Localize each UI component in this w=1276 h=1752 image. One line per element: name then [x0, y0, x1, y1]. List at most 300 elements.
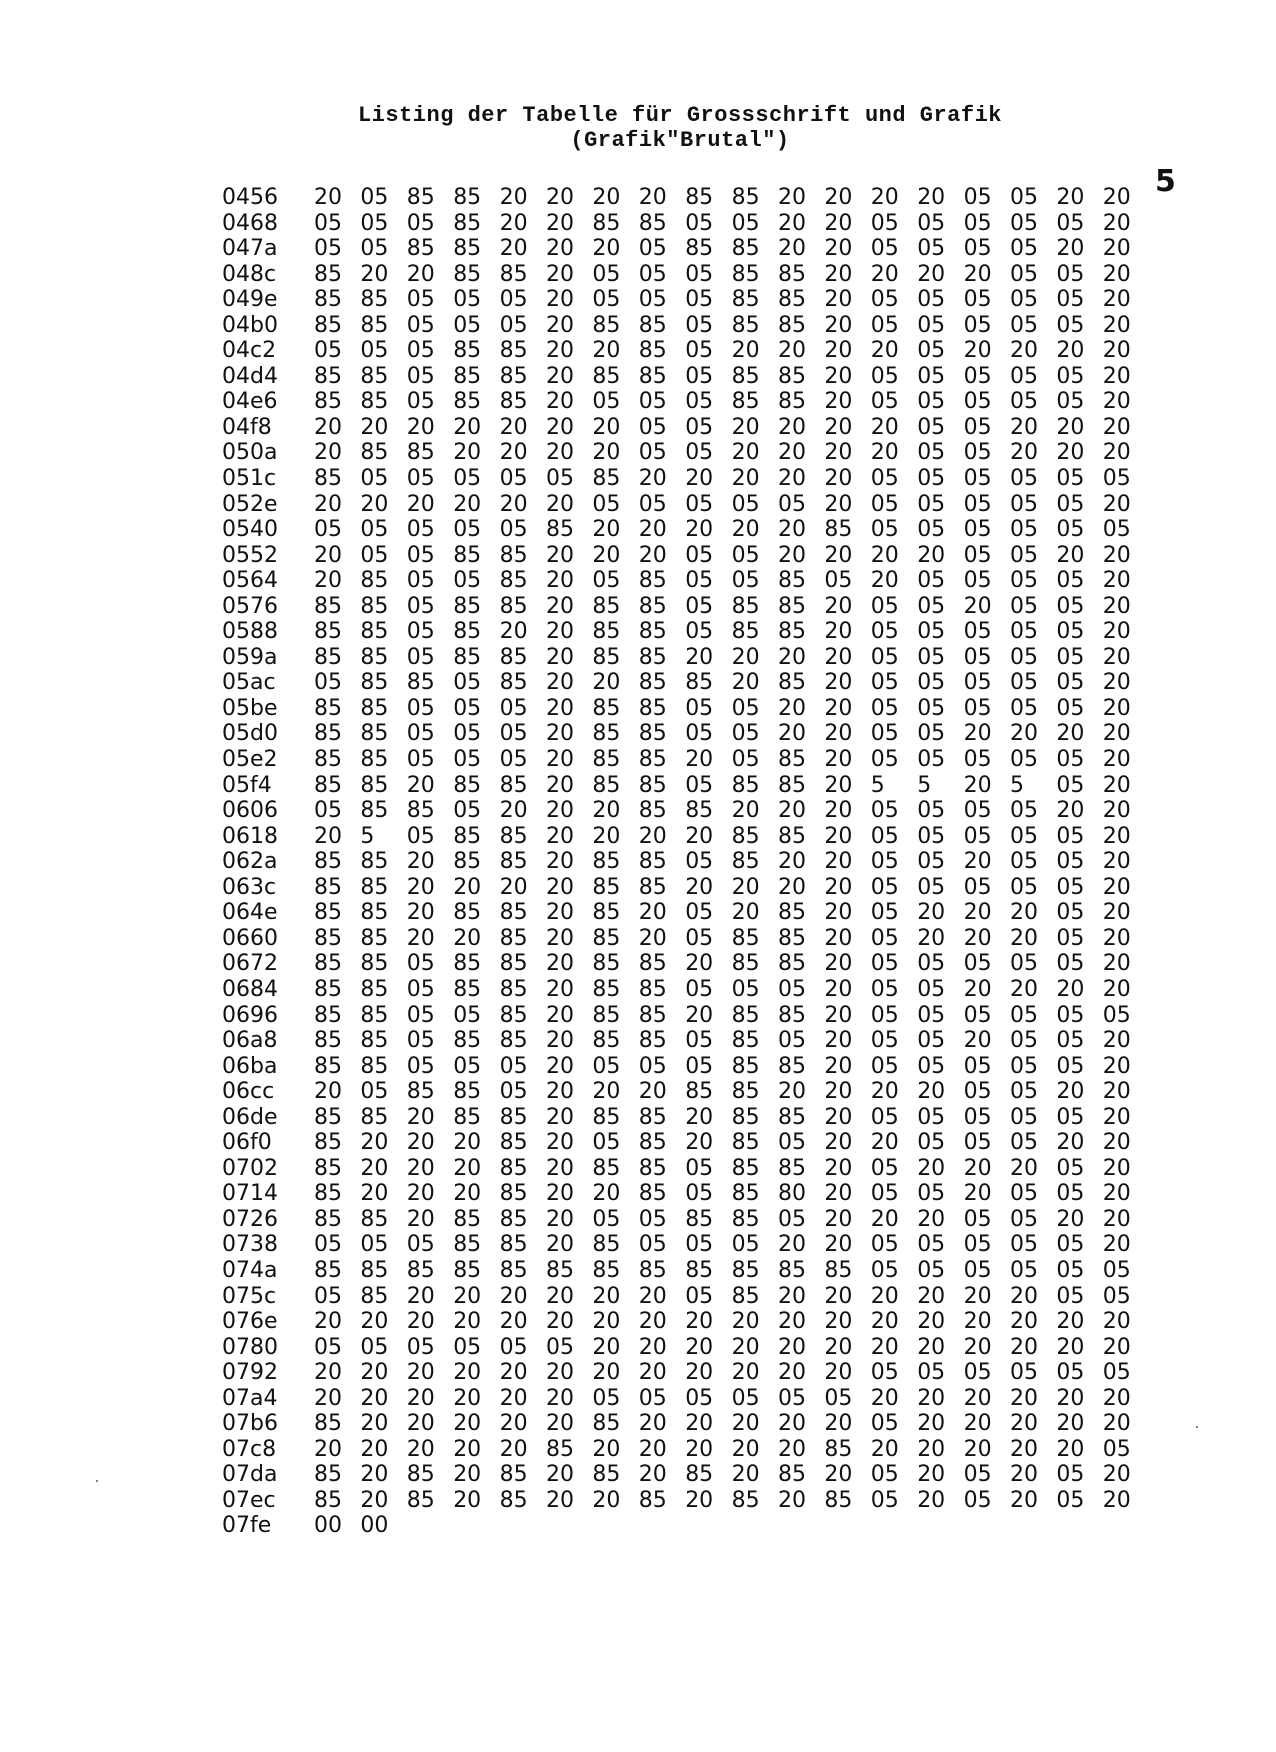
hex-value: 05 [870, 1487, 899, 1513]
hex-value: 20 [685, 1130, 714, 1156]
row-address: 04e6 [222, 389, 278, 415]
hex-value: 20 [499, 1411, 528, 1437]
hex-value: 20 [1010, 925, 1038, 951]
hex-value: 05 [731, 542, 760, 568]
hex-value: 20 [592, 542, 621, 568]
hex-value: 20 [546, 951, 574, 977]
hex-value: 85 [638, 1181, 667, 1207]
hex-value: 05 [917, 823, 946, 849]
hex-value: 05 [1056, 312, 1085, 338]
hex-value: 05 [963, 1462, 992, 1488]
hex-value: 20 [592, 517, 621, 543]
hex-value: 20 [778, 210, 806, 236]
hex-value: 20 [592, 236, 621, 262]
hex-value: 20 [1102, 312, 1131, 338]
hex-value: 85 [778, 900, 806, 926]
hex-value: 20 [499, 236, 528, 262]
hex-value: 20 [406, 874, 435, 900]
hex-value: 20 [1010, 1309, 1038, 1335]
hex-value: 85 [778, 1104, 806, 1130]
hex-value: 20 [1102, 210, 1131, 236]
hex-value: 20 [824, 798, 853, 824]
hex-value: 20 [824, 1028, 853, 1054]
hex-value: 20 [546, 1487, 574, 1513]
hex-value: 85 [360, 312, 389, 338]
hex-value: 85 [499, 389, 528, 415]
hex-value: 85 [592, 1232, 621, 1258]
hex-value: 05 [406, 823, 435, 849]
hex-value: 05 [1010, 1257, 1038, 1283]
hex-value: 05 [963, 414, 992, 440]
hex-value: 85 [499, 1002, 528, 1028]
hex-value: 85 [778, 389, 806, 415]
hex-value: 20 [778, 874, 806, 900]
hex-value: 20 [453, 1487, 482, 1513]
hex-value: 20 [685, 1334, 714, 1360]
hex-value: 05 [406, 287, 435, 313]
hex-value: 85 [314, 466, 342, 492]
hex-value: 20 [314, 1309, 342, 1335]
hex-value: 20 [453, 1436, 482, 1462]
hex-value: 85 [453, 849, 482, 875]
hex-value: 05 [963, 798, 992, 824]
hex-value: 85 [778, 1257, 806, 1283]
hex-value: 85 [546, 1436, 574, 1462]
hex-value: 05 [685, 1283, 714, 1309]
hex-value: 20 [1010, 440, 1038, 466]
hex-value: 05 [870, 695, 899, 721]
hex-value: 20 [1102, 1079, 1131, 1105]
hex-value: 05 [1010, 1232, 1038, 1258]
hex-value: 20 [1102, 721, 1131, 747]
hex-value: 20 [546, 261, 574, 287]
hex-value: 20 [546, 210, 574, 236]
listing-row [222, 440, 1242, 466]
hex-value: 05 [1010, 261, 1038, 287]
listing-row [222, 1156, 1242, 1182]
hex-value: 20 [824, 772, 853, 798]
hex-value: 05 [963, 542, 992, 568]
hex-value: 05 [453, 517, 482, 543]
hex-value: 85 [360, 849, 389, 875]
hex-value: 20 [546, 236, 574, 262]
hex-value: 20 [824, 1360, 853, 1386]
hex-value: 05 [1056, 1462, 1085, 1488]
hex-value: 05 [870, 593, 899, 619]
hex-value: 85 [685, 236, 714, 262]
hex-value: 20 [1102, 747, 1131, 773]
hex-value: 20 [824, 1053, 853, 1079]
hex-value: 05 [546, 1334, 574, 1360]
hex-value: 20 [546, 670, 574, 696]
row-address: 05f4 [222, 772, 272, 798]
hex-value: 85 [499, 1487, 528, 1513]
hex-value: 05 [314, 210, 342, 236]
hex-value: 05 [638, 389, 667, 415]
row-address: 0618 [222, 823, 278, 849]
hex-value: 20 [499, 491, 528, 517]
hex-value: 20 [824, 619, 853, 645]
hex-value: 85 [638, 849, 667, 875]
hex-value: 20 [963, 593, 992, 619]
hex-value: 05 [963, 287, 992, 313]
hex-value: 20 [824, 644, 853, 670]
hex-value: 05 [1010, 1360, 1038, 1386]
row-address: 062a [222, 849, 278, 875]
hex-value: 05 [685, 1028, 714, 1054]
hex-value: 20 [592, 1181, 621, 1207]
hex-value: 20 [963, 1309, 992, 1335]
hex-value: 85 [360, 568, 389, 594]
hex-value: 85 [453, 976, 482, 1002]
hex-value: 20 [870, 1079, 899, 1105]
hex-value: 05 [1010, 517, 1038, 543]
hex-value: 05 [453, 568, 482, 594]
hex-value: 05 [406, 1232, 435, 1258]
hex-value: 20 [546, 1232, 574, 1258]
hex-value: 85 [824, 1257, 853, 1283]
hex-value: 85 [592, 976, 621, 1002]
row-address: 0576 [222, 593, 278, 619]
listing-row [222, 747, 1242, 773]
hex-value: 05 [870, 210, 899, 236]
hex-value: 20 [685, 1309, 714, 1335]
hex-value: 20 [638, 466, 667, 492]
hex-value: 05 [963, 1002, 992, 1028]
hex-value: 5 [917, 772, 932, 798]
hex-value: 85 [499, 823, 528, 849]
hex-value: 20 [778, 1232, 806, 1258]
hex-value: 20 [453, 440, 482, 466]
hex-value: 20 [638, 542, 667, 568]
hex-value: 85 [453, 338, 482, 364]
hex-value: 85 [499, 670, 528, 696]
hex-value: 05 [963, 1053, 992, 1079]
hex-value: 20 [824, 976, 853, 1002]
hex-value: 20 [1102, 1334, 1131, 1360]
hex-value: 20 [592, 414, 621, 440]
hex-value: 85 [499, 1257, 528, 1283]
hex-value: 20 [406, 1309, 435, 1335]
hex-value: 20 [824, 542, 853, 568]
hex-value: 05 [1010, 236, 1038, 262]
row-address: 05be [222, 695, 278, 721]
row-address: 0780 [222, 1334, 278, 1360]
row-address: 063c [222, 874, 277, 900]
hex-value: 20 [1102, 823, 1131, 849]
row-address: 05ac [222, 670, 276, 696]
hex-value: 05 [592, 389, 621, 415]
hex-value: 05 [546, 466, 574, 492]
listing-row [222, 1335, 1242, 1361]
hex-value: 05 [499, 1334, 528, 1360]
hex-value: 05 [1010, 1053, 1038, 1079]
hex-value: 20 [1102, 976, 1131, 1002]
hex-value: 20 [917, 1411, 946, 1437]
hex-value: 20 [546, 1130, 574, 1156]
hex-value: 85 [453, 210, 482, 236]
hex-value: 20 [1010, 338, 1038, 364]
hex-value: 85 [778, 1155, 806, 1181]
hex-value: 20 [592, 1283, 621, 1309]
listing-row [222, 262, 1242, 288]
hex-value: 05 [870, 1053, 899, 1079]
hex-value: 85 [592, 210, 621, 236]
listing-row [222, 568, 1242, 594]
hex-value: 05 [685, 363, 714, 389]
hex-value: 05 [1010, 210, 1038, 236]
hex-value: 05 [917, 1028, 946, 1054]
row-address: 0792 [222, 1360, 278, 1386]
hex-value: 85 [592, 951, 621, 977]
hex-value: 05 [685, 925, 714, 951]
hex-value: 85 [314, 287, 342, 313]
hex-value: 20 [546, 874, 574, 900]
hex-value: 05 [1010, 491, 1038, 517]
hex-value: 85 [638, 210, 667, 236]
hex-value: 20 [824, 1334, 853, 1360]
hex-value: 20 [453, 1181, 482, 1207]
hex-value: 85 [360, 389, 389, 415]
hex-value: 05 [685, 389, 714, 415]
hex-value: 85 [731, 925, 760, 951]
hex-value: 85 [592, 695, 621, 721]
hex-value: 20 [638, 1411, 667, 1437]
hex-value: 20 [1102, 568, 1131, 594]
row-address: 051c [222, 466, 277, 492]
hex-value: 05 [870, 925, 899, 951]
hex-value: 20 [638, 925, 667, 951]
hex-value: 20 [1102, 1130, 1131, 1156]
hex-value: 20 [685, 1360, 714, 1386]
hex-value: 05 [314, 236, 342, 262]
hex-value: 20 [1102, 619, 1131, 645]
hex-value: 85 [314, 363, 342, 389]
hex-value: 85 [453, 363, 482, 389]
listing-row [222, 1437, 1242, 1463]
hex-value: 20 [360, 1155, 389, 1181]
hex-value: 20 [824, 695, 853, 721]
hex-value: 05 [870, 389, 899, 415]
listing-row [222, 1181, 1242, 1207]
hex-value: 05 [406, 976, 435, 1002]
hex-value: 20 [778, 1411, 806, 1437]
hex-value: 20 [824, 670, 853, 696]
hex-value: 20 [685, 466, 714, 492]
hex-value: 05 [963, 1206, 992, 1232]
hex-value: 85 [314, 951, 342, 977]
hex-value: 05 [685, 440, 714, 466]
hex-value: 05 [1010, 185, 1038, 210]
hex-value: 05 [1010, 593, 1038, 619]
hex-value: 05 [1056, 1257, 1085, 1283]
hex-value: 20 [778, 466, 806, 492]
hex-value: 20 [546, 1028, 574, 1054]
hex-value: 85 [314, 1053, 342, 1079]
hex-value: 20 [731, 1360, 760, 1386]
hex-value: 05 [1056, 210, 1085, 236]
row-address: 0552 [222, 542, 278, 568]
hex-value: 85 [314, 593, 342, 619]
hex-value: 05 [963, 1257, 992, 1283]
hex-value: 85 [453, 1028, 482, 1054]
hex-value: 20 [824, 261, 853, 287]
hex-value: 85 [778, 823, 806, 849]
hex-value: 05 [1010, 644, 1038, 670]
hex-value: 20 [685, 1104, 714, 1130]
hex-value: 20 [1010, 1334, 1038, 1360]
hex-value: 20 [546, 1360, 574, 1386]
hex-value: 20 [1102, 440, 1131, 466]
hex-value: 20 [592, 185, 621, 210]
hex-value: 05 [1056, 644, 1085, 670]
hex-value: 20 [1102, 363, 1131, 389]
hex-value: 05 [917, 1232, 946, 1258]
hex-value: 05 [360, 1334, 389, 1360]
hex-value: 20 [685, 951, 714, 977]
hex-value: 85 [314, 1155, 342, 1181]
hex-value: 20 [778, 1360, 806, 1386]
hex-value: 05 [731, 695, 760, 721]
hex-value: 20 [1102, 951, 1131, 977]
hex-value: 20 [824, 363, 853, 389]
hex-value: 85 [731, 1079, 760, 1105]
hex-value: 05 [685, 287, 714, 313]
hex-value: 20 [685, 874, 714, 900]
hex-value: 05 [360, 338, 389, 364]
hex-value: 20 [1010, 721, 1038, 747]
hex-value: 20 [778, 236, 806, 262]
hex-value: 20 [731, 414, 760, 440]
listing-subtitle: (Grafik"Brutal") [570, 128, 790, 153]
hex-value: 20 [1056, 1411, 1085, 1437]
hex-value: 20 [1102, 1028, 1131, 1054]
hex-value: 05 [453, 1053, 482, 1079]
listing-row [222, 1462, 1242, 1488]
hex-value: 05 [685, 1181, 714, 1207]
hex-value: 05 [963, 1079, 992, 1105]
hex-value: 05 [778, 1028, 806, 1054]
hex-value: 85 [638, 363, 667, 389]
hex-value: 20 [824, 900, 853, 926]
hex-value: 20 [360, 1462, 389, 1488]
hex-value: 20 [453, 1462, 482, 1488]
hex-value: 20 [1056, 1385, 1085, 1411]
hex-value: 85 [453, 1079, 482, 1105]
listing-row [222, 849, 1242, 875]
hex-value: 05 [314, 338, 342, 364]
hex-value: 05 [1010, 389, 1038, 415]
hex-value: 20 [963, 1334, 992, 1360]
hex-value: 20 [638, 1462, 667, 1488]
hex-value: 20 [870, 1334, 899, 1360]
listing-row [222, 1360, 1242, 1386]
hex-value: 20 [453, 1309, 482, 1335]
hex-value: 20 [453, 1130, 482, 1156]
hex-value: 05 [685, 976, 714, 1002]
row-address: 0588 [222, 619, 278, 645]
hex-value: 85 [360, 619, 389, 645]
hex-value: 20 [870, 1309, 899, 1335]
hex-value: 05 [1056, 466, 1085, 492]
hex-value: 00 [314, 1513, 342, 1539]
hex-value: 05 [963, 619, 992, 645]
hex-value: 85 [453, 900, 482, 926]
listing-row [222, 1386, 1242, 1412]
hex-value: 20 [824, 1130, 853, 1156]
hex-value: 05 [870, 287, 899, 313]
hex-value: 05 [1010, 1181, 1038, 1207]
hex-value: 85 [685, 670, 714, 696]
listing-row [222, 1003, 1242, 1029]
hex-value: 85 [314, 695, 342, 721]
hex-value: 20 [1102, 185, 1131, 210]
hex-value: 05 [638, 1385, 667, 1411]
hex-value: 05 [917, 747, 946, 773]
hex-value: 05 [870, 1181, 899, 1207]
listing-row [222, 389, 1242, 415]
hex-value: 20 [1056, 976, 1085, 1002]
hex-value: 05 [1056, 1487, 1085, 1513]
hex-value: 85 [778, 568, 806, 594]
hex-value: 20 [360, 1487, 389, 1513]
row-address: 049e [222, 287, 278, 313]
hex-value: 05 [963, 363, 992, 389]
hex-value: 05 [731, 721, 760, 747]
row-address: 0684 [222, 976, 278, 1002]
hex-value: 20 [453, 925, 482, 951]
hex-value: 05 [360, 466, 389, 492]
hex-value: 85 [685, 1079, 714, 1105]
hex-value: 05 [917, 670, 946, 696]
hex-value: 85 [406, 236, 435, 262]
hex-value: 20 [917, 925, 946, 951]
hex-value: 85 [453, 261, 482, 287]
hex-value: 85 [406, 798, 435, 824]
listing-row [222, 1054, 1242, 1080]
hex-value: 20 [406, 261, 435, 287]
hex-value: 85 [499, 568, 528, 594]
hex-value: 20 [360, 1385, 389, 1411]
hex-value: 05 [1102, 1002, 1131, 1028]
hex-value: 20 [406, 491, 435, 517]
hex-value: 05 [1010, 1130, 1038, 1156]
hex-value: 85 [778, 619, 806, 645]
hex-value: 85 [360, 747, 389, 773]
hex-value: 05 [314, 1283, 342, 1309]
row-address: 04b0 [222, 312, 278, 338]
hex-value: 85 [731, 1053, 760, 1079]
hex-value: 85 [314, 261, 342, 287]
hex-value: 85 [592, 1257, 621, 1283]
hex-value: 20 [824, 440, 853, 466]
hex-value: 20 [963, 849, 992, 875]
listing-row [222, 236, 1242, 262]
hex-value: 20 [546, 925, 574, 951]
hex-value: 05 [638, 1232, 667, 1258]
hex-value: 05 [592, 287, 621, 313]
hex-value: 20 [685, 747, 714, 773]
hex-value: 05 [731, 491, 760, 517]
listing-row [222, 977, 1242, 1003]
hex-value: 20 [778, 338, 806, 364]
hex-value: 85 [731, 261, 760, 287]
hex-value: 20 [824, 185, 853, 210]
hex-value: 85 [360, 900, 389, 926]
hex-value: 20 [638, 1309, 667, 1335]
hex-value: 85 [778, 925, 806, 951]
row-address: 07ec [222, 1487, 276, 1513]
